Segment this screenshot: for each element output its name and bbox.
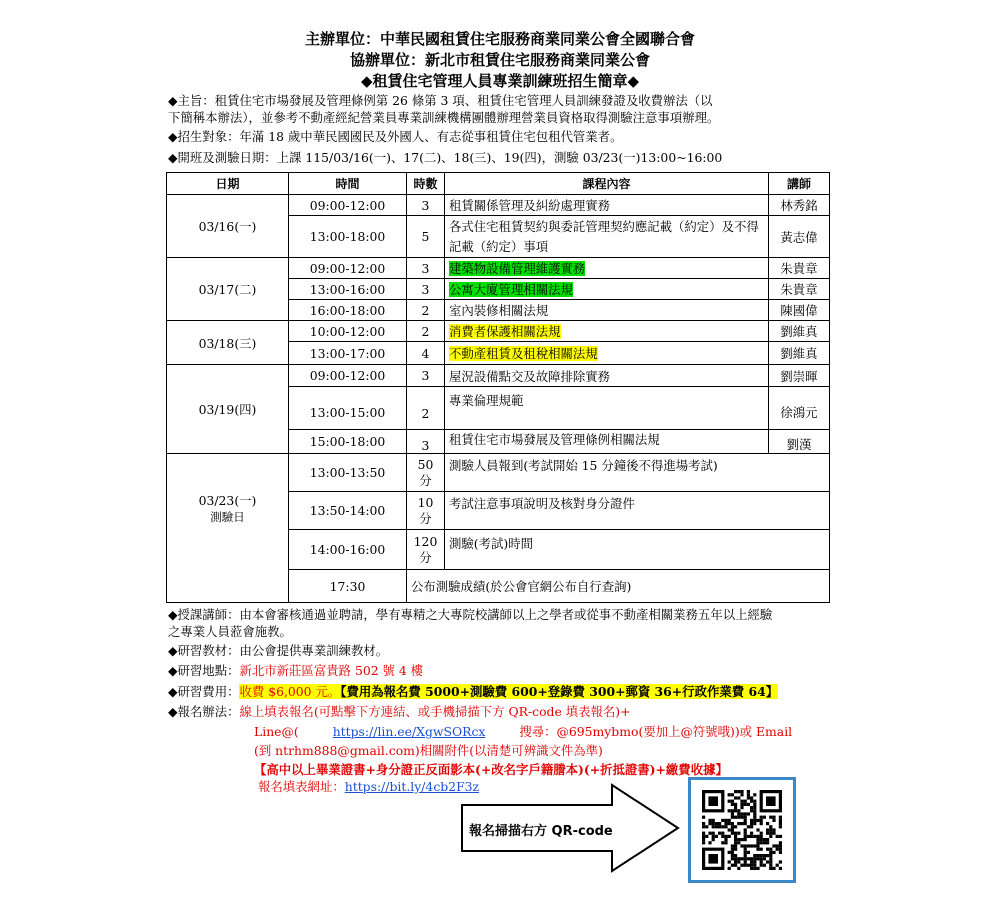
hours-unit: 分	[419, 510, 432, 526]
organizer: 主辦單位：中華民國租賃住宅服務商業同業公會全國聯合會	[304, 30, 695, 48]
time-cell: 13:50-14:00	[289, 492, 407, 530]
content-cell: 屋況設備點交及故障排除實務	[445, 365, 769, 387]
page-title: ◆租賃住宅管理人員專業訓練班招生簡章◆	[360, 72, 640, 90]
hours-cell	[407, 492, 445, 530]
hours-cell	[407, 454, 445, 492]
signup-text: 線上填表報名(可點擊下方連結、或手機掃描下方 QR-code 填表報名)+	[239, 704, 631, 719]
teacher-cell: 劉漢	[769, 430, 830, 454]
hours-cell: 5	[407, 216, 445, 258]
purpose-line-1: ◆主旨：租賃住宅市場發展及管理條例第 26 條第 3 項、租賃住宅管理人員訓練發證及收費辦法（以	[168, 93, 713, 108]
hours-value: 50	[417, 456, 434, 472]
line-prefix: Line@(	[254, 724, 299, 739]
time-cell: 09:00-12:00	[289, 195, 407, 216]
content-cell: 室內裝修相關法規	[445, 300, 769, 321]
instructor-line-1: ◆授課講師：由本會審核通過並聘請，學有專精之大專院校講師以上之學者或從事不動產相關業務五年以上經驗	[168, 607, 773, 622]
qr-code-icon[interactable]	[691, 780, 793, 880]
highlight-yellow: 消費者保護相關法規	[449, 324, 561, 339]
teacher-cell: 朱貴章	[769, 258, 830, 279]
teacher-cell: 朱貴章	[769, 279, 830, 300]
purpose-line-2: 下簡稱本辦法），並參考不動產經紀營業員專業訓練機構團體辦理營業員資格取得測驗注意事項辦理。	[168, 110, 720, 125]
teacher-cell: 劉崇暉	[769, 365, 830, 387]
qr-frame[interactable]	[688, 777, 796, 883]
content-cell: 專業倫理規範	[445, 387, 769, 430]
content-cell	[445, 258, 769, 279]
arrow-label: 報名掃描右方 QR-code	[469, 824, 613, 839]
signup-line-1	[168, 703, 836, 721]
time-cell: 16:00-18:00	[289, 300, 407, 321]
fee	[168, 683, 836, 701]
content-cell: 測驗人員報到(考試開始 15 分鐘後不得進場考試)	[445, 454, 830, 492]
header-time: 時間	[289, 173, 407, 195]
table-row	[167, 195, 830, 216]
co-organizer: 協辦單位：新北市租賃住宅服務商業同業公會	[349, 51, 650, 69]
table-row	[167, 365, 830, 387]
form-link[interactable]: https://bit.ly/4cb2F3z	[344, 779, 480, 794]
content-cell: 租賃關係管理及糾紛處理實務	[445, 195, 769, 216]
hours-cell	[407, 530, 445, 570]
exam-date: 03/23(一)	[198, 493, 257, 508]
date-cell: 03/16(一)	[167, 195, 289, 258]
time-cell: 13:00-15:00	[289, 387, 407, 430]
content-cell: 考試注意事項說明及核對身分證件	[445, 492, 830, 530]
hours-cell: 3	[407, 258, 445, 279]
header-teacher: 講師	[769, 173, 830, 195]
date-cell: 03/17(二)	[167, 258, 289, 321]
table-row	[167, 321, 830, 342]
hours-cell: 2	[407, 300, 445, 321]
date-cell: 03/19(四)	[167, 365, 289, 454]
date-cell	[167, 454, 289, 603]
highlight-yellow: 不動產租賃及租稅相關法規	[449, 346, 598, 361]
teacher-cell: 劉維真	[769, 321, 830, 342]
time-cell: 13:00-17:00	[289, 342, 407, 365]
table-row	[167, 258, 830, 279]
line-info	[254, 723, 854, 741]
hours-cell: 3	[407, 430, 445, 454]
hours-unit: 分	[419, 472, 432, 488]
time-cell: 09:00-12:00	[289, 365, 407, 387]
fee-detail: 【費用為報名費 5000+測驗費 600+登錄費 300+郵資 36+行政作業費 64】	[340, 684, 779, 699]
content-cell	[445, 321, 769, 342]
line-search-text: 搜尋：@695mybmo(要加上@符號哦))或 Email	[519, 724, 793, 739]
hours-value: 10	[417, 494, 434, 510]
header-date: 日期	[167, 173, 289, 195]
email-line: (到 ntrhm888@gmail.com)相關附件(以清楚可辨識文件為準)	[254, 743, 603, 758]
hours-value: 120	[413, 533, 438, 549]
location-label: ◆研習地點：	[168, 663, 240, 678]
content-cell	[445, 342, 769, 365]
highlight-green: 公寓大廈管理相關法規	[449, 282, 573, 297]
hours-cell: 2	[407, 321, 445, 342]
hours-cell: 3	[407, 365, 445, 387]
hours-cell: 3	[407, 195, 445, 216]
header-hours: 時數	[407, 173, 445, 195]
highlight-green: 建築物設備管理維護實務	[449, 261, 586, 276]
content-cell	[445, 279, 769, 300]
fee-label: ◆研習費用：	[168, 684, 240, 699]
teacher-cell: 林秀銘	[769, 195, 830, 216]
time-cell: 10:00-12:00	[289, 321, 407, 342]
schedule-dates: ◆開班及測驗日期：上課 115/03/16(一)、17(二)、18(三)、19(四)，測驗 03/23(一)13:00~16:00	[168, 150, 723, 165]
content-cell: 各式住宅租賃契約與委託管理契約應記載（約定）及不得記載（約定）事項	[445, 216, 769, 258]
time-cell: 13:00-13:50	[289, 454, 407, 492]
hours-unit: 分	[419, 549, 432, 565]
content-cell: 租賃住宅市場發展及管理條例相關法規	[445, 430, 769, 454]
hours-cell: 2	[407, 387, 445, 430]
content-cell: 測驗(考試)時間	[445, 530, 830, 570]
date-cell: 03/18(三)	[167, 321, 289, 365]
exam-day-note: 測驗日	[210, 510, 245, 524]
hours-cell: 4	[407, 342, 445, 365]
materials: ◆研習教材：由公會提供專業訓練教材。	[168, 643, 389, 658]
time-cell: 09:00-12:00	[289, 258, 407, 279]
time-cell: 13:00-18:00	[289, 216, 407, 258]
content-cell: 公布測驗成績(於公會官網公布自行查詢)	[407, 570, 830, 603]
schedule-table	[166, 172, 830, 603]
hours-cell: 3	[407, 279, 445, 300]
required-documents: 【高中以上畢業證書+身分證正反面影本(+改名字戶籍謄本)(+折抵證書)+繳費收據】	[254, 762, 728, 777]
location-value: 新北市新莊區富貴路 502 號 4 樓	[239, 663, 424, 678]
time-cell: 17:30	[289, 570, 407, 603]
teacher-cell: 陳國偉	[769, 300, 830, 321]
line-link[interactable]: https://lin.ee/XgwSORcx	[332, 724, 486, 739]
teacher-cell: 劉維真	[769, 342, 830, 365]
time-cell: 15:00-18:00	[289, 430, 407, 454]
signup-label: ◆報名辦法：	[168, 704, 240, 719]
eligibility: ◆招生對象：年滿 18 歲中華民國國民及外國人、有志從事租賃住宅包租代管業者。	[168, 129, 623, 144]
form-label: 報名填表網址：	[258, 779, 345, 794]
table-row	[167, 454, 830, 492]
time-cell: 14:00-16:00	[289, 530, 407, 570]
instructor-line-2: 之專業人員蒞會施教。	[168, 624, 292, 639]
header-content: 課程內容	[445, 173, 769, 195]
location	[168, 662, 836, 680]
table-header-row	[167, 173, 830, 195]
teacher-cell: 黃志偉	[769, 216, 830, 258]
fee-value: 收費 $6,000 元。	[239, 684, 341, 699]
time-cell: 13:00-16:00	[289, 279, 407, 300]
teacher-cell: 徐鴻元	[769, 387, 830, 430]
